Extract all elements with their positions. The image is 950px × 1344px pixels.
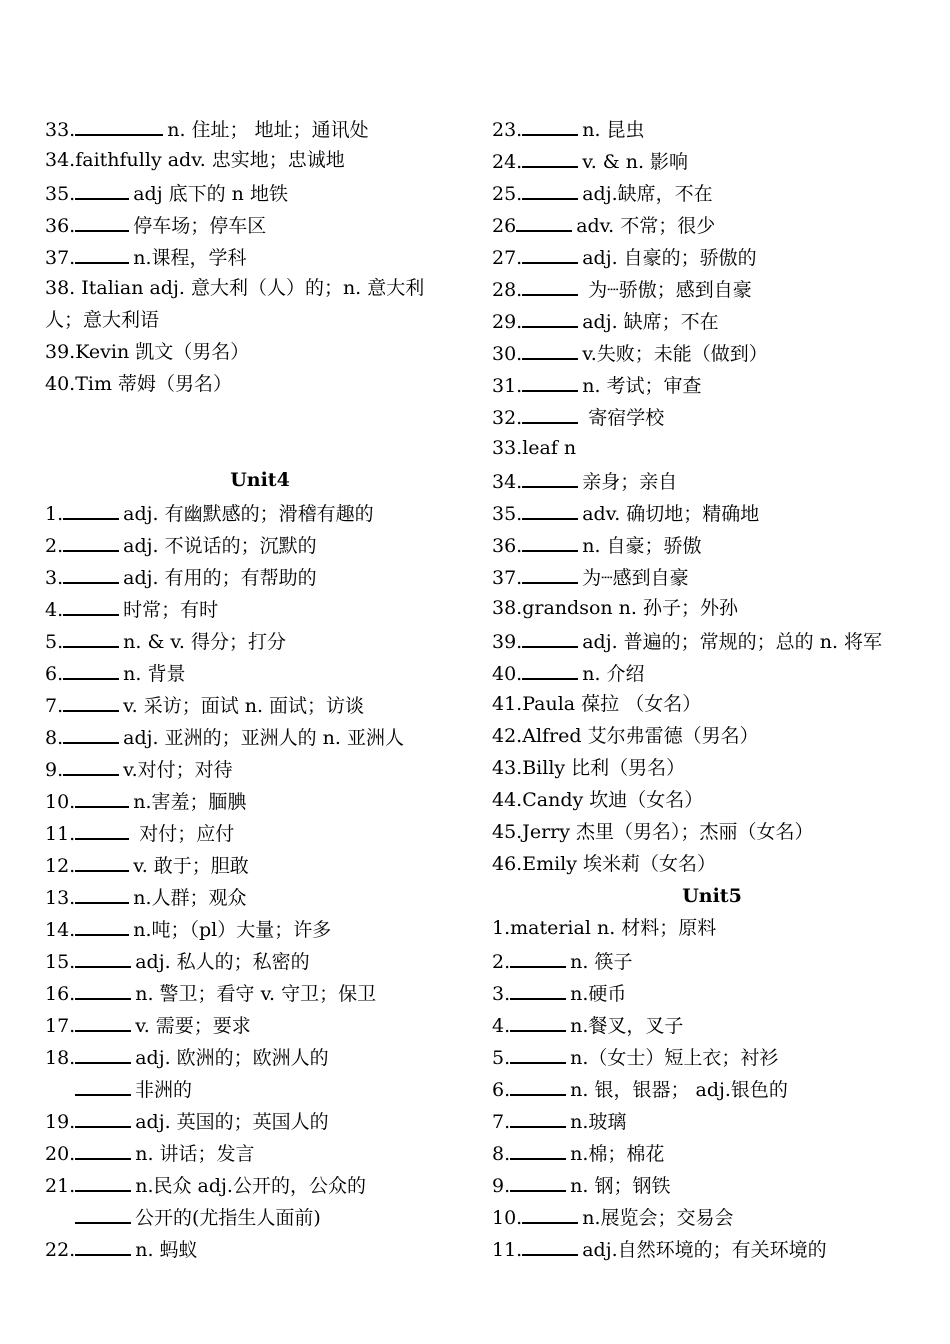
list-item: 5. n.（女士）短上衣；衬衫 [492,1040,932,1072]
list-item: 3. adj. 有用的；有帮助的 [45,560,475,592]
answer-blank[interactable] [75,208,129,232]
answer-blank[interactable] [510,1008,566,1032]
list-item: 35. adj 底下的 n 地铁 [45,176,475,208]
answer-blank[interactable] [510,1104,566,1128]
list-item: 29. adj. 缺席；不在 [492,304,932,336]
answer-blank[interactable] [522,368,578,392]
right-column [492,112,932,1264]
list-item: 31. n. 考试；审查 [492,368,932,400]
list-item: 46.Emily 埃米莉（女名） [492,853,717,875]
answer-blank[interactable] [522,144,578,168]
answer-blank[interactable] [522,496,578,520]
answer-blank[interactable] [63,688,119,712]
left-column [45,112,475,1264]
list-item: 1.material n. 材料；原料 [492,917,717,939]
list-item: 34. 亲身；亲自 [492,464,932,496]
list-item: 非洲的 [45,1072,475,1104]
list-item: 5. n. & v. 得分；打分 [45,624,475,656]
list-item: 23. n. 昆虫 [492,112,932,144]
list-item: 25. adj.缺席，不在 [492,176,932,208]
answer-blank[interactable] [75,1072,131,1096]
list-item: 7. n.玻璃 [492,1104,932,1136]
list-item: 10. n.展览会；交易会 [492,1200,932,1232]
list-item: 40.Tim 蒂姆（男名） [45,373,233,395]
list-item: 38.grandson n. 孙子；外孙 [492,597,738,619]
list-item: 24. v. & n. 影响 [492,144,932,176]
answer-blank[interactable] [75,848,129,872]
list-item: 27. adj. 自豪的；骄傲的 [492,240,932,272]
list-item: 45.Jerry 杰里（男名）；杰丽（女名） [492,821,814,843]
list-item: 8. n.棉；棉花 [492,1136,932,1168]
answer-blank[interactable] [522,656,578,680]
list-item: 22. n. 蚂蚁 [45,1232,475,1264]
answer-blank[interactable] [522,528,578,552]
list-item: 37. 为┈感到自豪 [492,560,932,592]
answer-blank[interactable] [522,464,578,488]
list-item: 2. adj. 不说话的；沉默的 [45,528,475,560]
answer-blank[interactable] [75,880,129,904]
list-item: 32. 寄宿学校 [492,400,932,432]
list-item: 4. 时常；有时 [45,592,475,624]
answer-blank[interactable] [75,1040,131,1064]
answer-blank[interactable] [75,784,129,808]
list-item: 28. 为┈骄傲；感到自豪 [492,272,932,304]
list-item: 39. adj. 普遍的；常规的；总的 n. 将军 [492,624,932,656]
list-item: 4. n.餐叉，叉子 [492,1008,932,1040]
list-item: 6. n. 银，银器； adj.银色的 [492,1072,932,1104]
answer-blank[interactable] [63,560,119,584]
list-item: 10. n.害羞；腼腆 [45,784,475,816]
list-item: 20. n. 讲话；发言 [45,1136,475,1168]
list-item: 3. n.硬币 [492,976,932,1008]
answer-blank[interactable] [522,304,578,328]
answer-blank[interactable] [75,912,129,936]
list-item: 8. adj. 亚洲的；亚洲人的 n. 亚洲人 [45,720,475,752]
answer-blank[interactable] [522,560,578,584]
answer-blank[interactable] [63,624,119,648]
answer-blank[interactable] [75,176,129,200]
answer-blank[interactable] [522,240,578,264]
answer-blank[interactable] [75,1104,131,1128]
list-item: 39.Kevin 凯文（男名） [45,341,250,363]
answer-blank[interactable] [75,240,129,264]
answer-blank[interactable] [510,1040,566,1064]
list-item: 11. adj.自然环境的；有关环境的 [492,1232,932,1264]
answer-blank[interactable] [516,208,572,232]
list-item: 26 adv. 不常；很少 [492,208,932,240]
list-item: 36. n. 自豪；骄傲 [492,528,932,560]
list-item: 17. v. 需要；要求 [45,1008,475,1040]
list-item: 41.Paula 葆拉 （女名） [492,693,702,715]
list-item: 36. 停车场；停车区 [45,208,475,240]
unit4-list [45,496,475,1264]
answer-blank[interactable] [522,624,578,648]
list-item: 1. adj. 有幽默感的；滑稽有趣的 [45,496,475,528]
right-list [492,112,932,880]
answer-blank[interactable] [63,720,119,744]
list-item: 40. n. 介绍 [492,656,932,688]
list-item: 42.Alfred 艾尔弗雷德（男名） [492,725,759,747]
answer-blank[interactable] [75,816,129,840]
list-item: 33. n. 住址； 地址；通讯处 [45,112,475,144]
answer-blank[interactable] [522,112,578,136]
answer-blank[interactable] [510,976,566,1000]
list-item: 44.Candy 坎迪（女名） [492,789,704,811]
answer-blank[interactable] [63,528,119,552]
answer-blank[interactable] [522,1200,578,1224]
list-item: 16. n. 警卫；看守 v. 守卫；保卫 [45,976,475,1008]
list-item: 37. n.课程，学科 [45,240,475,272]
list-item: 公开的(尤指生人面前) [45,1200,475,1232]
answer-blank[interactable] [522,272,578,296]
answer-blank[interactable] [522,336,578,360]
list-item: 13. n.人群；观众 [45,880,475,912]
list-item: 33.leaf n [492,437,577,459]
list-item: 35. adv. 确切地；精确地 [492,496,932,528]
answer-blank[interactable] [63,592,119,616]
answer-blank[interactable] [510,1136,566,1160]
answer-blank[interactable] [75,1168,131,1192]
list-item: 14. n.吨；（pl）大量；许多 [45,912,475,944]
list-item: 19. adj. 英国的；英国人的 [45,1104,475,1136]
answer-blank[interactable] [63,752,119,776]
answer-blank[interactable] [522,400,578,424]
list-item: 34.faithfully adv. 忠实地；忠诚地 [45,149,345,171]
answer-blank[interactable] [75,976,131,1000]
list-item: 2. n. 筷子 [492,944,932,976]
list-item: 9. v.对付；对待 [45,752,475,784]
answer-blank[interactable] [63,496,119,520]
answer-blank[interactable] [75,1136,131,1160]
list-item: 12. v. 敢于；胆敢 [45,848,475,880]
list-item: 9. n. 钢；钢铁 [492,1168,932,1200]
list-item: 15. adj. 私人的；私密的 [45,944,475,976]
list-item: 11. 对付；应付 [45,816,475,848]
unit-heading: Unit5 [682,885,742,907]
list-item: 人；意大利语 [45,309,160,331]
answer-blank[interactable] [510,1168,566,1192]
list-item: 6. n. 背景 [45,656,475,688]
answer-blank[interactable] [75,1008,131,1032]
answer-blank[interactable] [510,944,566,968]
answer-blank[interactable] [75,112,163,136]
list-item: 21. n.民众 adj.公开的，公众的 [45,1168,475,1200]
unit-heading: Unit4 [230,469,290,491]
answer-blank[interactable] [75,944,131,968]
answer-blank[interactable] [63,656,119,680]
answer-blank[interactable] [75,1200,131,1224]
answer-blank[interactable] [510,1072,566,1096]
list-item: 18. adj. 欧洲的；欧洲人的 [45,1040,475,1072]
answer-blank[interactable] [522,176,578,200]
list-item: 30. v.失败；未能（做到） [492,336,932,368]
list-item: 7. v. 采访；面试 n. 面试；访谈 [45,688,475,720]
list-item: 38. Italian adj. 意大利（人）的；n. 意大利 [45,277,425,299]
answer-blank[interactable] [522,1232,578,1256]
answer-blank[interactable] [75,1232,131,1256]
unit5-list [492,912,932,1264]
list-item: 43.Billy 比利（男名） [492,757,686,779]
